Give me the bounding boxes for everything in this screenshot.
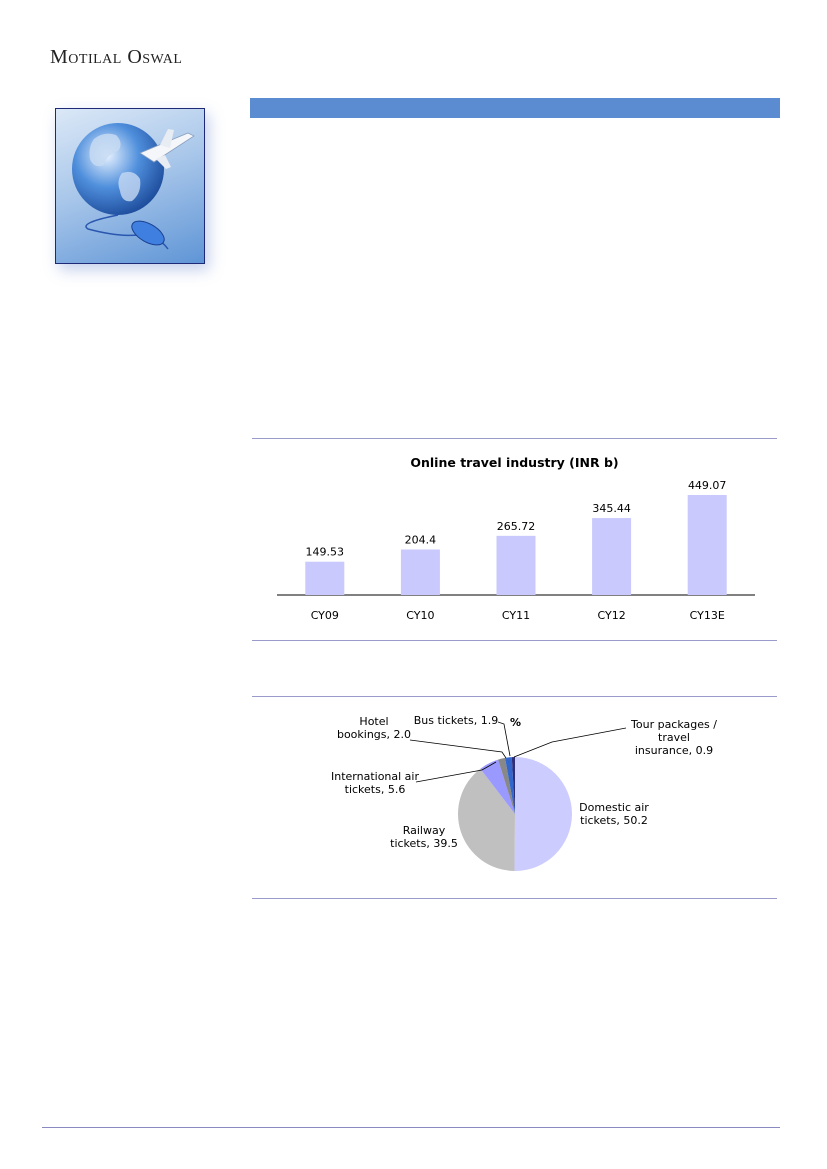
bar-value-label: 265.72 [496, 519, 536, 533]
chart-bottom-rule [252, 640, 777, 641]
online-travel-bar-chart [252, 470, 777, 635]
leader-line [498, 722, 510, 756]
bar-value-label: 149.53 [305, 545, 345, 559]
pie-label-international-air: International air tickets, 5.6 [330, 770, 420, 796]
globe-airplane-image [55, 108, 205, 264]
chart-top-rule [252, 438, 777, 439]
category-tick-label: CY11 [501, 609, 531, 622]
bar-cy09 [305, 562, 344, 595]
bar-value-label: 345.44 [592, 502, 631, 516]
leader-line [514, 728, 626, 757]
pie-label-railway: Railway tickets, 39.5 [390, 824, 458, 850]
brand-logo: Motilal Oswal [50, 46, 183, 68]
category-tick-label: CY09 [310, 609, 339, 622]
footer-rule [42, 1127, 780, 1128]
pie-label-tour-packages: Tour packages / travel insurance, 0.9 [631, 718, 717, 757]
category-tick-label: CY13E [689, 609, 725, 622]
bar-cy12 [592, 518, 631, 595]
category-tick-label: CY10 [406, 609, 435, 622]
bar-cy10 [401, 549, 440, 595]
travel-segment-pie-chart [252, 700, 777, 896]
bar-value-label: 449.07 [687, 479, 727, 492]
bar-chart-title: Online travel industry (INR b) [410, 455, 619, 470]
pie-bottom-rule [252, 898, 777, 899]
bar-cy13e [688, 495, 727, 595]
pie-label-hotel: Hotel bookings, 2.0 [336, 715, 412, 741]
bar-value-label: 204.4 [404, 533, 437, 547]
globe-airplane-mouse-icon [56, 109, 204, 263]
bar-cy11 [497, 536, 536, 595]
section-header-bar [250, 98, 780, 118]
pie-top-rule [252, 696, 777, 697]
pie-slice-0 [514, 757, 572, 871]
pie-label-domestic-air: Domestic air tickets, 50.2 [579, 801, 649, 827]
pie-label-bus: Bus tickets, 1.9 [413, 714, 499, 727]
leader-line [410, 740, 506, 758]
pie-unit-label: % [510, 716, 522, 729]
category-tick-label: CY12 [597, 609, 626, 622]
